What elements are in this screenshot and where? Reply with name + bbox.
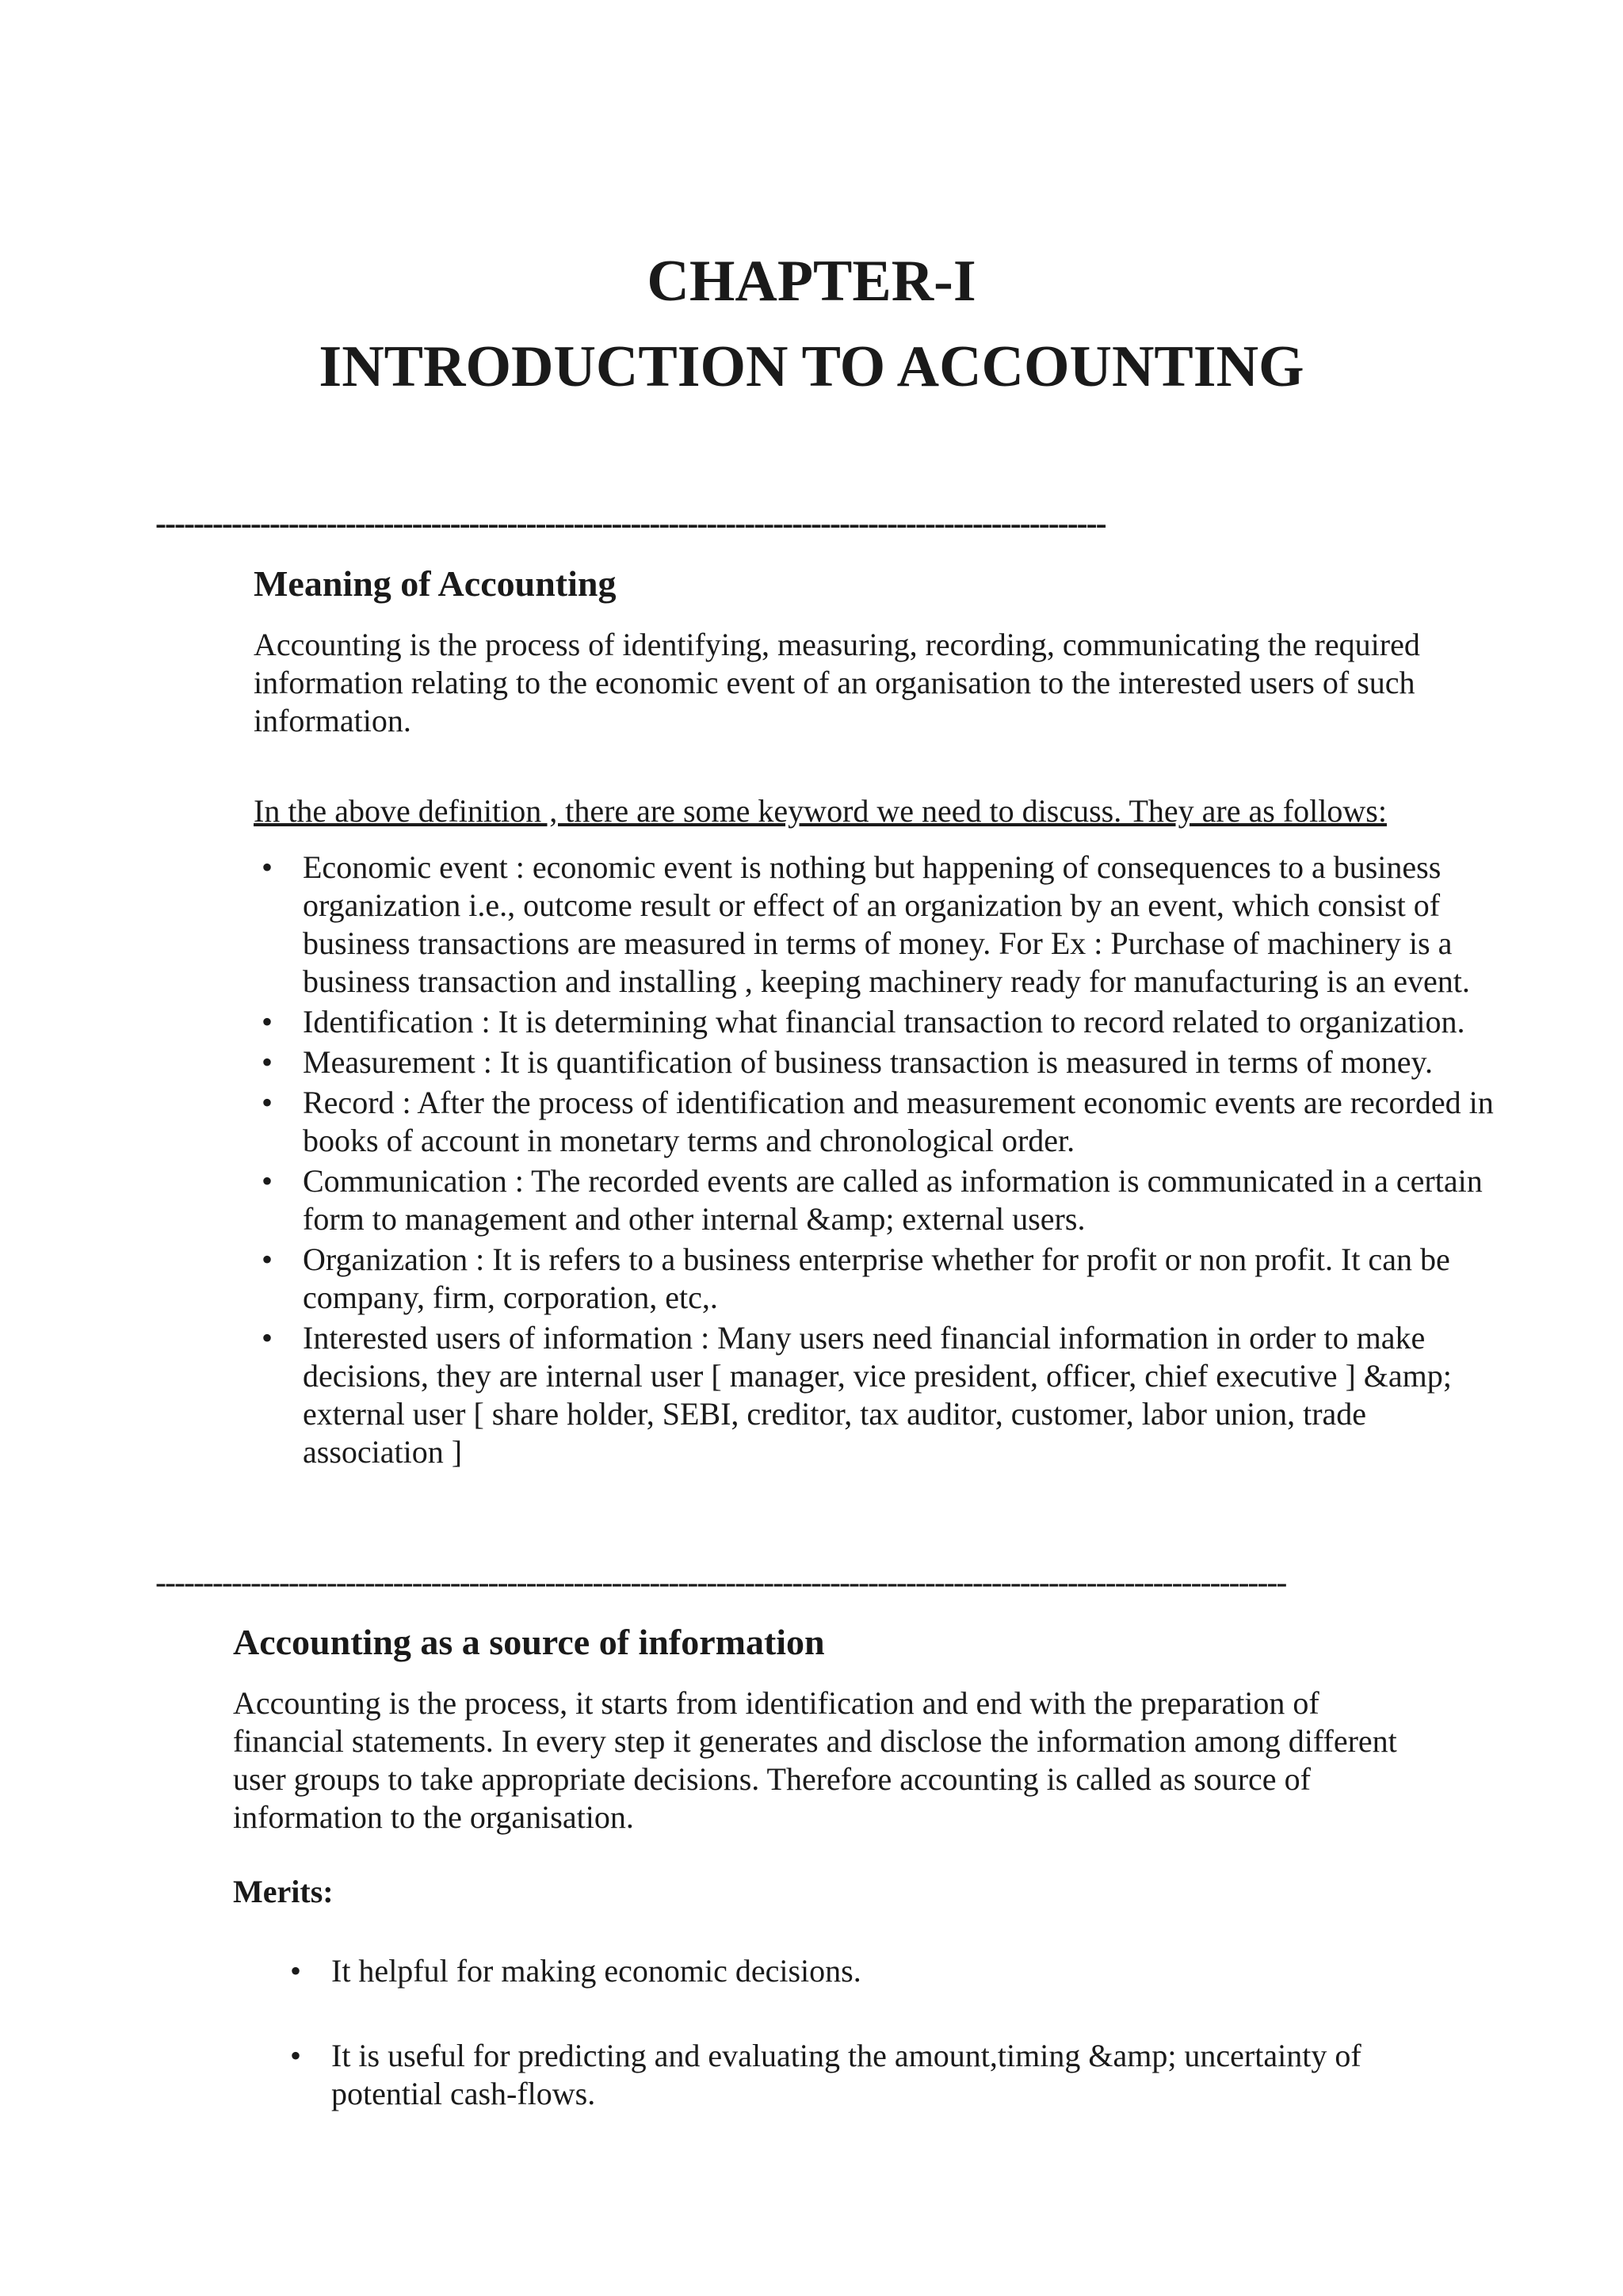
- keywords-intro: In the above definition , there are some keyword we need to discuss. They are as follows:: [254, 793, 1387, 829]
- list-item: [262, 1003, 1507, 1041]
- list-item-text: Interested users of information : Many users need financial information in order to make decisions, they are internal user [ manager, vice president, officer, chief executive ] &amp; external user [ share holder, SEBI, creditor, tax auditor, customer, labor union, trade association ]: [303, 1320, 1452, 1470]
- bullet-icon: •: [262, 1241, 273, 1277]
- list-item-text: Measurement : It is quantification of business transaction is measured in terms of money.: [303, 1044, 1433, 1080]
- section-heading-meaning: Meaning of Accounting: [254, 563, 617, 604]
- list-item: [262, 1162, 1507, 1238]
- bullet-icon: •: [290, 2038, 302, 2073]
- keyword-list: [262, 849, 1507, 1474]
- list-item-text: It helpful for making economic decisions.: [331, 1953, 861, 1989]
- list-item: [290, 2037, 1409, 2113]
- chapter-title: INTRODUCTION TO ACCOUNTING: [319, 334, 1304, 399]
- bullet-icon: •: [262, 1163, 273, 1199]
- bullet-icon: •: [262, 849, 273, 885]
- list-item: [262, 1043, 1507, 1081]
- list-item-text: Record : After the process of identification and measurement economic events are recorded in books of account in monetary terms and chronological order.: [303, 1085, 1494, 1158]
- list-item-text: Identification : It is determining what financial transaction to record related to organization.: [303, 1004, 1465, 1039]
- list-item-text: Organization : It is refers to a business enterprise whether for profit or non profit. It can be company, firm, corporation, etc,.: [303, 1241, 1450, 1315]
- list-item: [262, 1319, 1507, 1471]
- list-item: [262, 1241, 1507, 1317]
- bullet-icon: •: [290, 1953, 302, 1989]
- section-heading-source-of-information: Accounting as a source of information: [233, 1622, 825, 1662]
- merits-list: [290, 1952, 1409, 2160]
- list-item-text: It is useful for predicting and evaluating the amount,timing &amp; uncertainty of potential cash-flows.: [331, 2038, 1361, 2111]
- bullet-icon: •: [262, 1320, 273, 1356]
- bullet-icon: •: [262, 1044, 273, 1080]
- merits-label: Merits:: [233, 1874, 334, 1909]
- accounting-definition: Accounting is the process of identifying, measuring, recording, communicating the required information relating to the economic event of an organisation to the interested users of such information.: [254, 627, 1420, 738]
- list-item-text: Economic event : economic event is nothing but happening of consequences to a business organization i.e., outcome result or effect of an organization by an event, which consist of business transactions are measured in terms of money. For Ex : Purchase of machinery is a business transaction and installing , keeping machinery ready for manufacturing is an event.: [303, 849, 1470, 999]
- list-item: [262, 849, 1507, 1001]
- list-item-text: Communication : The recorded events are called as information is communicated in a certain form to management and other internal &amp; external users.: [303, 1163, 1483, 1237]
- chapter-number: CHAPTER-I: [647, 249, 976, 314]
- list-item: [262, 1084, 1507, 1160]
- divider-middle: -----------------------------------------------------------------------------------------------------------------------: [155, 1566, 1286, 1600]
- list-item: [290, 1952, 1409, 1990]
- bullet-icon: •: [262, 1004, 273, 1039]
- bullet-icon: •: [262, 1085, 273, 1120]
- divider-top: ----------------------------------------------------------------------------------------------------: [155, 507, 1106, 540]
- source-of-information-definition: Accounting is the process, it starts from identification and end with the preparation of financial statements. In every step it generates and disclose the information among different user groups to take appropriate decisions. Therefore accounting is called as source of information to the organisation.: [233, 1685, 1397, 1835]
